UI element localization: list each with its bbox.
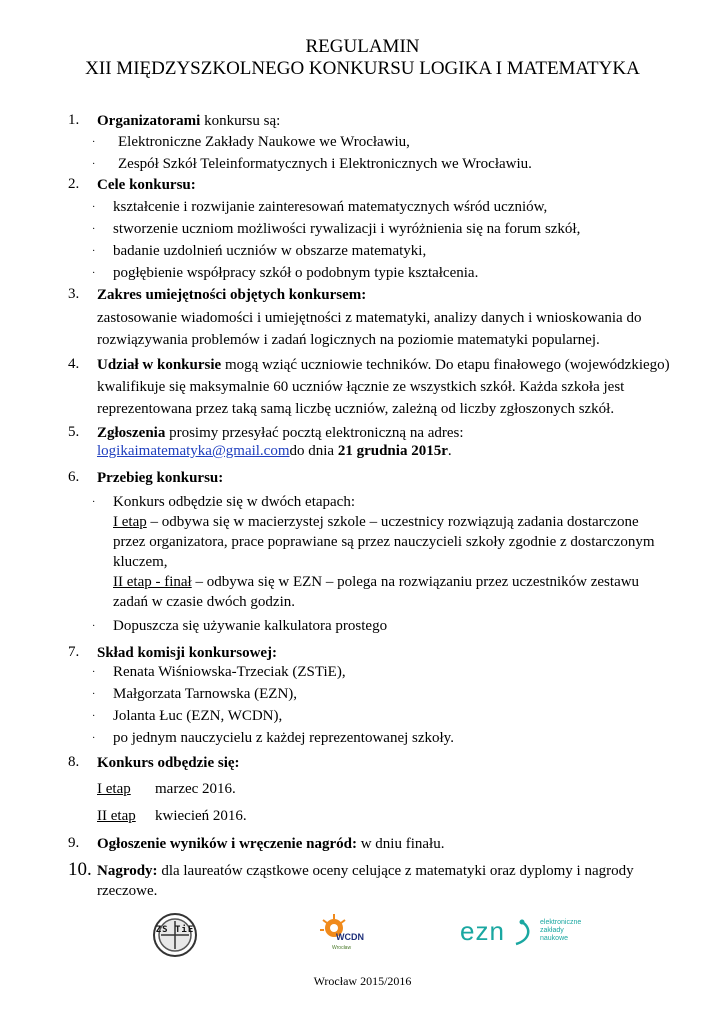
list-item: po jednym nauczycielu z każdej reprezentowanej szkoły. bbox=[113, 730, 454, 746]
section-4-number: 4. bbox=[68, 356, 80, 372]
bullet-icon: · bbox=[92, 733, 96, 744]
section-1-bold: Organizatorami bbox=[97, 113, 201, 129]
section-5-rest: prosimy przesyłać pocztą elektroniczną na adres: bbox=[165, 425, 464, 441]
etap-1-cont: kluczem, bbox=[113, 554, 168, 570]
schedule-value: marzec 2016. bbox=[155, 781, 236, 797]
section-5-heading bbox=[97, 424, 464, 442]
bullet-icon: · bbox=[92, 268, 96, 279]
bullet-icon: · bbox=[92, 246, 96, 257]
section-10-rest: dla laureatów cząstkowe oceny celujące z matematyki oraz dyplomy i nagrody bbox=[157, 863, 634, 879]
section-4-bold: Udział w konkursie bbox=[97, 357, 222, 373]
etap-2-line bbox=[113, 573, 639, 591]
section-10-bold: Nagrody: bbox=[97, 863, 158, 879]
title-line-2: XII MIĘDZYSZKOLNEGO KONKURSU LOGIKA I MATEMATYKA bbox=[85, 58, 640, 79]
schedule-label: II etap bbox=[97, 808, 136, 824]
section-7-number: 7. bbox=[68, 644, 80, 660]
section-9-number: 9. bbox=[68, 835, 80, 851]
section-9-rest: w dniu finału. bbox=[356, 836, 445, 852]
bullet-icon: · bbox=[92, 689, 96, 700]
section-5-email-line bbox=[97, 442, 452, 460]
bullet-icon: · bbox=[92, 159, 96, 170]
section-10-number: 10. bbox=[68, 859, 92, 880]
section-2-heading: Cele konkursu: bbox=[97, 177, 196, 193]
etap-2-text: – odbywa się w EZN – polega na rozwiązaniu przez uczestników zestawu bbox=[191, 574, 640, 590]
list-item: Zespół Szkół Teleinformatycznych i Elektronicznych we Wrocławiu. bbox=[118, 156, 532, 172]
list-item: Małgorzata Tarnowska (EZN), bbox=[113, 686, 298, 702]
section-6-number: 6. bbox=[68, 469, 80, 485]
email-link[interactable]: logikaimatematyka@gmail.com bbox=[97, 443, 290, 459]
section-3-text-line: rozwiązywania problemów i zadań logicznych na poziomie matematyki popularnej. bbox=[97, 332, 600, 348]
date-prefix: do dnia bbox=[289, 443, 338, 459]
wcdn-logo-subtext: Wrocław bbox=[332, 945, 352, 951]
ezn-logo-subtext bbox=[540, 919, 581, 943]
list-item: Elektroniczne Zakłady Naukowe we Wrocławiu, bbox=[118, 134, 410, 150]
ezn-logo-text: ezn bbox=[460, 916, 505, 946]
list-item: Jolanta Łuc (EZN, WCDN), bbox=[113, 708, 283, 724]
wcdn-logo-text: WCDN bbox=[336, 932, 364, 942]
list-item: badanie uzdolnień uczniów w obszarze matematyki, bbox=[113, 243, 427, 259]
etap-1-label: I etap bbox=[113, 514, 147, 530]
ezn-sub-line: naukowe bbox=[540, 935, 569, 942]
ezn-sub-line: elektroniczne bbox=[540, 919, 582, 926]
zstie-logo-graphic bbox=[152, 912, 198, 958]
section-5-bold: Zgłoszenia bbox=[97, 425, 166, 441]
etap-1-text: – odbywa się w macierzystej szkole – uczestnicy rozwiązują zadania dostarczone bbox=[146, 514, 639, 530]
list-item: pogłębienie współpracy szkół o podobnym typie kształcenia. bbox=[113, 265, 479, 281]
ezn-logo bbox=[460, 916, 600, 952]
section-4-text-line: kwalifikuje się maksymalnie 60 uczniów łącznie ze wszystkich szkół. Każda szkoła jest bbox=[97, 379, 625, 395]
section-10-heading bbox=[97, 862, 634, 880]
etap-2-label: II etap - finał bbox=[113, 574, 192, 590]
section-1-rest: konkursu są: bbox=[200, 113, 281, 129]
section-4-rest: mogą wziąć uczniowie techników. Do etapu finałowego (wojewódzkiego) bbox=[221, 357, 670, 373]
ezn-logo-swirl bbox=[512, 918, 536, 948]
section-5-number: 5. bbox=[68, 424, 80, 440]
wcdn-logo bbox=[318, 912, 374, 960]
zstie-logo-text: ZS TiE bbox=[155, 925, 195, 935]
schedule-label: I etap bbox=[97, 781, 131, 797]
deadline-date: 21 grudnia 2015r bbox=[337, 443, 448, 459]
ezn-sub-line: zakłady bbox=[540, 927, 564, 934]
footer-text: Wrocław 2015/2016 bbox=[313, 974, 412, 988]
section-8-heading: Konkurs odbędzie się: bbox=[97, 755, 240, 771]
section-1-number: 1. bbox=[68, 112, 80, 128]
section-4-text-line: reprezentowana przez taką samą liczbę uczniów, zależną od liczby zgłoszonych szkół. bbox=[97, 401, 615, 417]
section-7-heading: Skład komisji konkursowej: bbox=[97, 645, 278, 661]
etap-2-cont: zadań w czasie dwóch godzin. bbox=[113, 594, 296, 610]
section-9-heading bbox=[97, 835, 444, 853]
section-4-heading bbox=[97, 356, 670, 374]
bullet-icon: · bbox=[92, 711, 96, 722]
section-10-text-line: rzeczowe. bbox=[97, 883, 158, 899]
section-9-bold: Ogłoszenie wyników i wręczenie nagród: bbox=[97, 836, 357, 852]
section-3-text-line: zastosowanie wiadomości i umiejętności z matematyki, analizy danych i wnioskowania do bbox=[97, 310, 642, 326]
list-item: kształcenie i rozwijanie zainteresowań matematycznych wśród uczniów, bbox=[113, 199, 548, 215]
section-1-heading bbox=[97, 112, 280, 130]
section-2-number: 2. bbox=[68, 176, 80, 192]
section-6-heading: Przebieg konkursu: bbox=[97, 470, 224, 486]
list-item: Renata Wiśniowska-Trzeciak (ZSTiE), bbox=[113, 664, 346, 680]
zstie-logo bbox=[152, 912, 198, 958]
bullet-icon: · bbox=[92, 621, 96, 632]
list-item: stworzenie uczniom możliwości rywalizacji i wyróżnienia się na forum szkół, bbox=[113, 221, 581, 237]
etap-1-line bbox=[113, 513, 639, 531]
etap-1-cont: przez organizatora, prace poprawiane są przez nauczycieli szkoły zgodnie z dostarczonym bbox=[113, 534, 655, 550]
bullet-icon: · bbox=[92, 137, 96, 148]
bullet-icon: · bbox=[92, 224, 96, 235]
section-6-item: Konkurs odbędzie się w dwóch etapach: bbox=[113, 494, 356, 510]
bullet-icon: · bbox=[92, 202, 96, 213]
title-line-1: REGULAMIN bbox=[305, 36, 420, 57]
section-3-heading: Zakres umiejętności objętych konkursem: bbox=[97, 287, 367, 303]
section-3-number: 3. bbox=[68, 286, 80, 302]
section-6-item: Dopuszcza się używanie kalkulatora prostego bbox=[113, 618, 388, 634]
section-8-number: 8. bbox=[68, 754, 80, 770]
date-suffix: . bbox=[447, 443, 452, 459]
bullet-icon: · bbox=[92, 497, 96, 508]
bullet-icon: · bbox=[92, 667, 96, 678]
schedule-value: kwiecień 2016. bbox=[155, 808, 247, 824]
